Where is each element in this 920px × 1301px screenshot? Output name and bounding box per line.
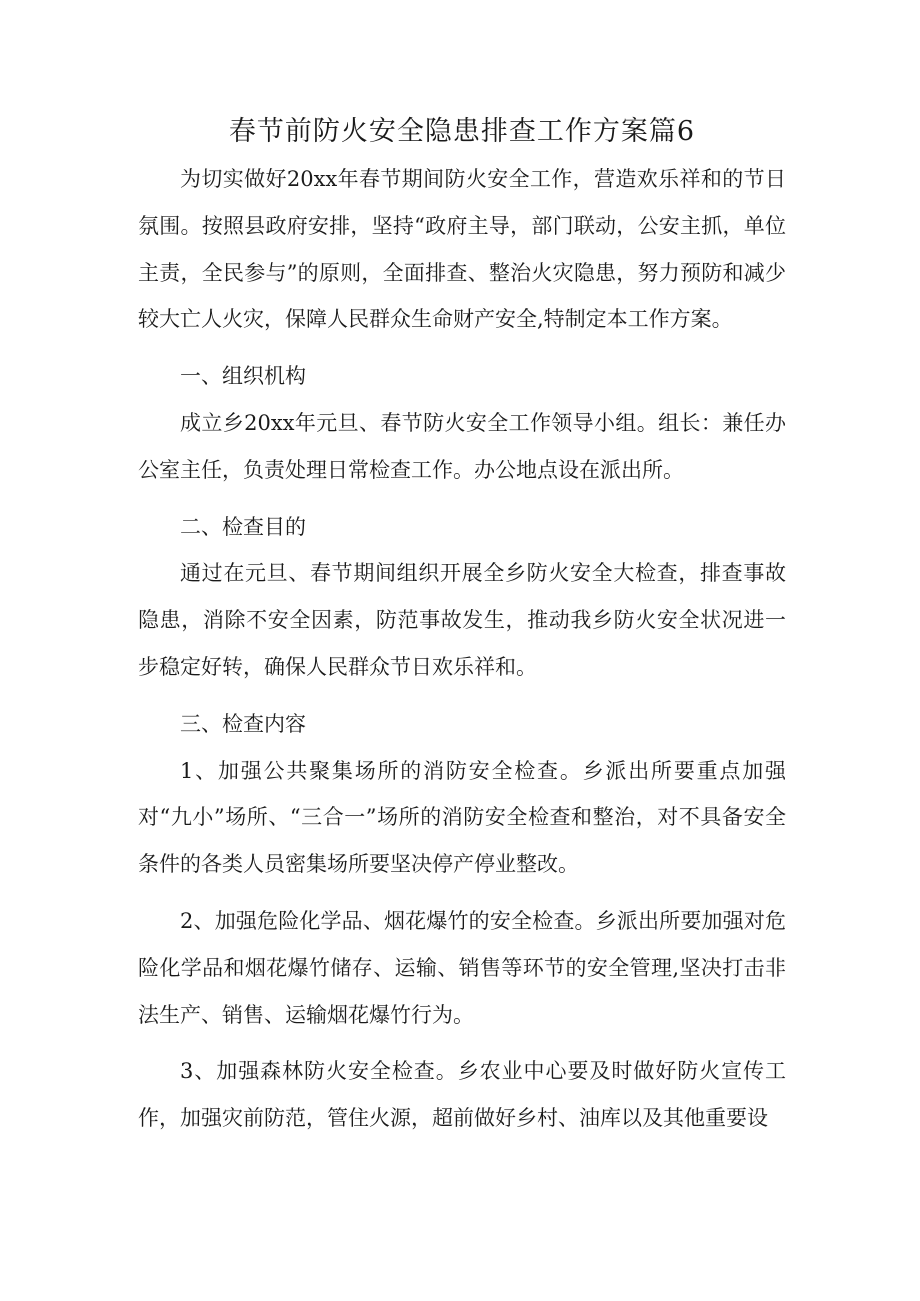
document-title: 春节前防火安全隐患排查工作方案篇6 [228, 116, 696, 147]
spacer [138, 691, 786, 701]
content-item-2: 2、加强危险化学品、烟花爆竹的安全检查。乡派出所要加强对危险化学品和烟花爆竹储存、运输、销售等环节的安全管理,坚决打击非法生产、销售、运输烟花爆竹行为。 [138, 908, 786, 1027]
section-heading-content: 三、检查内容 [180, 711, 306, 736]
spacer [138, 1038, 786, 1048]
section-body-purpose: 通过在元旦、春节期间组织开展全乡防火安全大检查，排查事故隐患，消除不安全因素，防范事故发生，推动我乡防火安全状况进一步稳定好转，确保人民群众节日欢乐祥和。 [138, 561, 786, 679]
section-body-organization: 成立乡20xx年元旦、春节防火安全工作领导小组。组长：兼任办公室主任，负责处理日常检查工作。办公地点设在派出所。 [138, 410, 786, 482]
intro-paragraph: 为切实做好20xx年春节期间防火安全工作，营造欢乐祥和的节日氛围。按照县政府安排，坚持“政府主导，部门联动，公安主抓，单位主责，全民参与”的原则，全面排查、整治火灾隐患，努力预防和减少较大亡人火灾，保障人民群众生命财产安全,特制定本工作方案。 [138, 167, 786, 332]
spacer [138, 343, 786, 353]
section-heading-organization: 一、组织机构 [180, 364, 306, 389]
section-heading-purpose: 二、检查目的 [180, 514, 306, 539]
content-item-3: 3、加强森林防火安全检查。乡农业中心要及时做好防火宣传工作，加强灾前防范，管住火源，超前做好乡村、油库以及其他重要设 [138, 1059, 786, 1131]
document-page [138, 112, 786, 1142]
content-item-1: 1、加强公共聚集场所的消防安全检查。乡派出所要重点加强对“九小”场所、“三合一”场所的消防安全检查和整治，对不具备安全条件的各类人员密集场所要坚决停产停业整改。 [138, 758, 786, 877]
spacer [138, 494, 786, 504]
spacer [138, 888, 786, 898]
